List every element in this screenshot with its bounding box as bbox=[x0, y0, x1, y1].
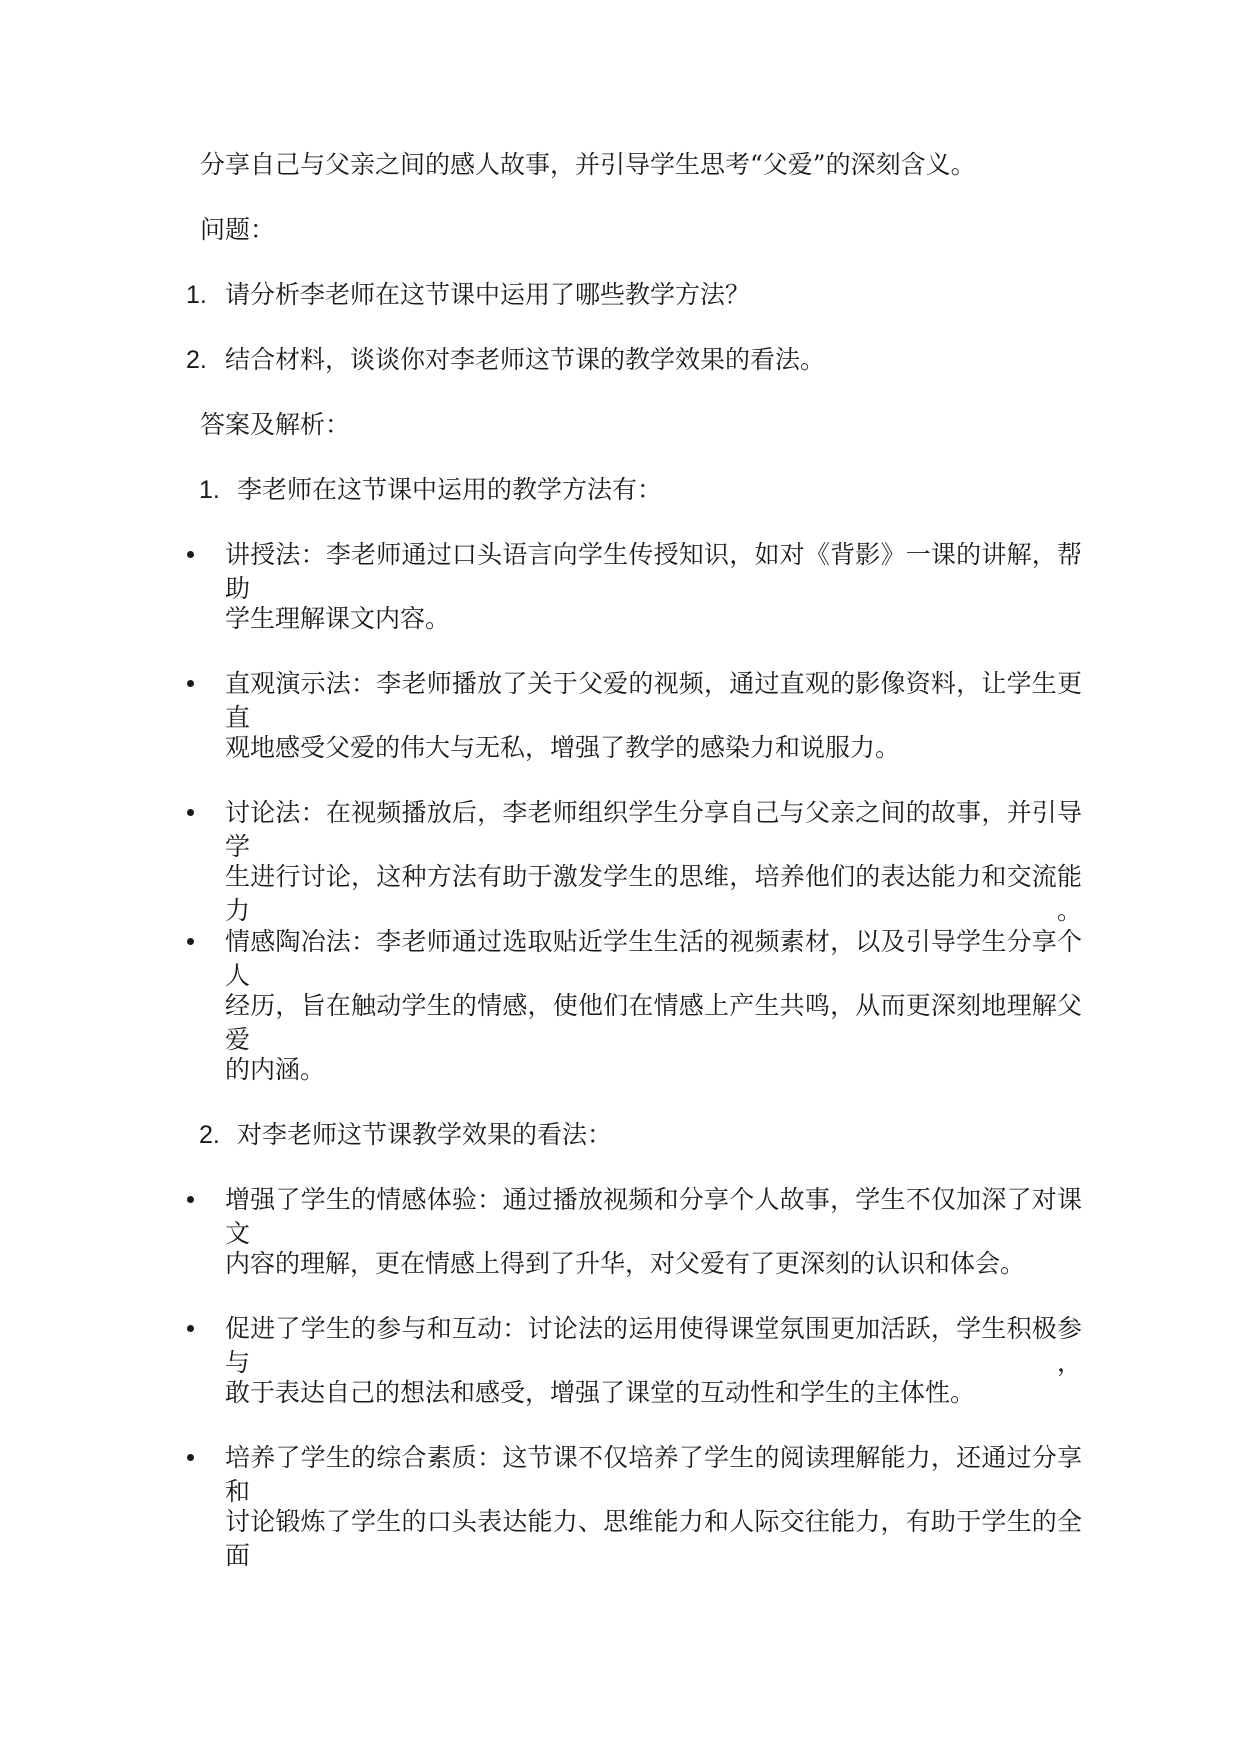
answer-number: 2. bbox=[199, 1121, 220, 1149]
question-number: 1. bbox=[186, 281, 207, 309]
answer-number: 1. bbox=[199, 476, 220, 504]
list-item-line: 观地感受父爱的伟大与无私，增强了教学的感染力和说服力。 bbox=[225, 733, 901, 762]
list-item-line: 经历，旨在触动学生的情感，使他们在情感上产生共鸣，从而更深刻地理解父爱 bbox=[225, 991, 1082, 1054]
list-item-line: 内容的理解，更在情感上得到了升华，对父爱有了更深刻的认识和体会。 bbox=[225, 1249, 1026, 1278]
question-text: 请分析李老师在这节课中运用了哪些教学方法？ bbox=[225, 280, 751, 309]
list-item-line: 敢于表达自己的想法和感受，增强了课堂的互动性和学生的主体性。 bbox=[225, 1378, 976, 1407]
list-item-line: 讨论法：在视频播放后，李老师组织学生分享自己与父亲之间的故事，并引导学 bbox=[225, 798, 1082, 861]
bullet-icon bbox=[187, 1325, 194, 1332]
answer-heading: 李老师在这节课中运用的教学方法有： bbox=[237, 475, 663, 504]
bullet-icon bbox=[187, 551, 194, 558]
list-item-line: 情感陶冶法：李老师通过选取贴近学生生活的视频素材，以及引导学生分享个人 bbox=[225, 927, 1082, 990]
list-item-line: 直观演示法：李老师播放了关于父爱的视频，通过直观的影像资料，让学生更直 bbox=[225, 669, 1082, 732]
list-item-line: 培养了学生的综合素质：这节课不仅培养了学生的阅读理解能力，还通过分享和 bbox=[225, 1443, 1082, 1506]
answers-heading: 答案及解析： bbox=[200, 410, 351, 439]
list-item-line: 增强了学生的情感体验：通过播放视频和分享个人故事，学生不仅加深了对课文 bbox=[225, 1185, 1082, 1248]
list-item-line: 学生理解课文内容。 bbox=[225, 604, 451, 633]
list-item-line: 生进行讨论，这种方法有助于激发学生的思维，培养他们的表达能力和交流能力。 bbox=[225, 862, 1082, 925]
list-item-line: 促进了学生的参与和互动：讨论法的运用使得课堂氛围更加活跃，学生积极参与， bbox=[225, 1314, 1082, 1377]
bullet-icon bbox=[187, 938, 194, 945]
list-item-line: 讲授法：李老师通过口头语言向学生传授知识，如对《背影》一课的讲解，帮助 bbox=[225, 540, 1082, 603]
intro-paragraph: 分享自己与父亲之间的感人故事，并引导学生思考“父爱”的深刻含义。 bbox=[200, 150, 976, 179]
bullet-icon bbox=[187, 809, 194, 816]
bullet-icon bbox=[187, 1196, 194, 1203]
question-text: 结合材料，谈谈你对李老师这节课的教学效果的看法。 bbox=[225, 345, 826, 374]
question-number: 2. bbox=[186, 346, 207, 374]
questions-heading: 问题： bbox=[200, 215, 276, 244]
bullet-icon bbox=[187, 680, 194, 687]
bullet-icon bbox=[187, 1454, 194, 1461]
answer-heading: 对李老师这节课教学效果的看法： bbox=[237, 1120, 613, 1149]
list-item-line: 的内涵。 bbox=[225, 1055, 326, 1084]
list-item-line: 讨论锻炼了学生的口头表达能力、思维能力和人际交往能力，有助于学生的全面 bbox=[225, 1507, 1082, 1570]
